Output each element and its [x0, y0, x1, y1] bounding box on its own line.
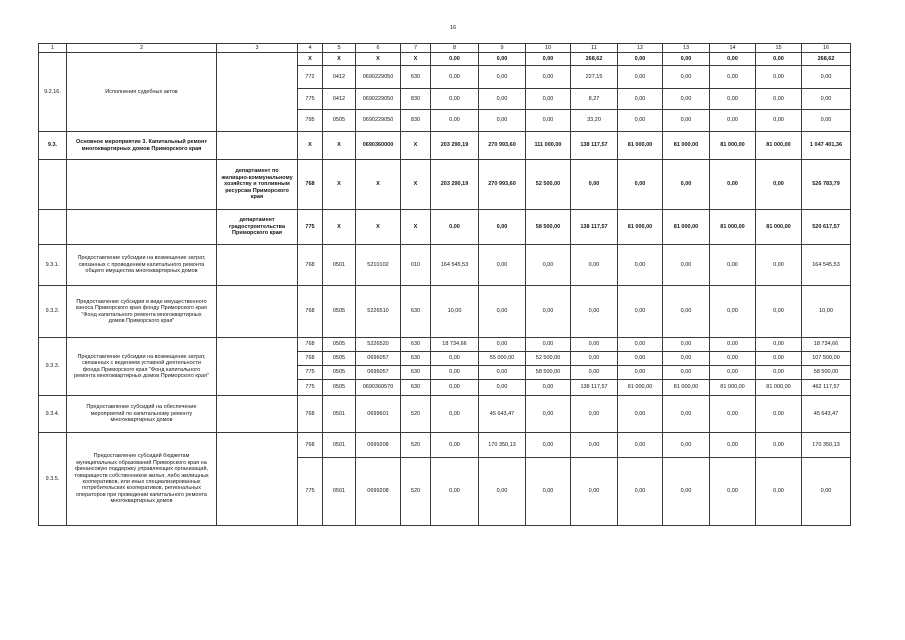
year-amount-cell: 0,00: [710, 458, 756, 526]
year-amount-cell: 0,00: [618, 245, 663, 286]
year-amount-cell: 268,62: [571, 53, 618, 66]
section-code-cell: 0501: [323, 396, 356, 433]
admin-code-cell: 768: [298, 286, 323, 338]
year-amount-cell: 0,00: [710, 433, 756, 458]
year-amount-cell: 0,00: [431, 53, 479, 66]
admin-code-cell: 768: [298, 352, 323, 366]
admin-code-cell: 775: [298, 458, 323, 526]
section-code-cell: 0505: [323, 352, 356, 366]
year-amount-cell: 0,00: [663, 366, 710, 380]
expense-type-cell: X: [401, 210, 431, 245]
year-amount-cell: 0,00: [663, 458, 710, 526]
expense-type-cell: 630: [401, 380, 431, 396]
column-number-cell: 14: [710, 44, 756, 53]
year-amount-cell: 0,00: [479, 366, 526, 380]
year-amount-cell: 0,00: [479, 210, 526, 245]
item-code-cell: 9.3.1.: [39, 245, 67, 286]
year-amount-cell: 0,00: [710, 53, 756, 66]
year-amount-cell: 0,00: [526, 110, 571, 132]
year-amount-cell: 0,00: [479, 338, 526, 352]
year-amount-cell: 0,00: [663, 160, 710, 210]
item-code-cell: 9.3.4.: [39, 396, 67, 433]
year-amount-cell: 81 000,00: [618, 210, 663, 245]
year-amount-cell: 0,00: [618, 433, 663, 458]
column-number-cell: 3: [217, 44, 298, 53]
year-amount-cell: 52 500,00: [526, 352, 571, 366]
target-article-cell: X: [356, 210, 401, 245]
admin-code-cell: 768: [298, 245, 323, 286]
item-code-cell: 9.2.16.: [39, 53, 67, 132]
year-amount-cell: 0,00: [431, 352, 479, 366]
column-number-cell: 4: [298, 44, 323, 53]
column-number-cell: 6: [356, 44, 401, 53]
column-number-cell: 12: [618, 44, 663, 53]
year-amount-cell: 0,00: [618, 338, 663, 352]
year-amount-cell: 0,00: [663, 338, 710, 352]
year-amount-cell: 18 734,66: [431, 338, 479, 352]
year-amount-cell: 0,00: [526, 338, 571, 352]
admin-code-cell: 768: [298, 338, 323, 352]
year-amount-cell: 203 290,19: [431, 160, 479, 210]
target-article-cell: 0696057: [356, 366, 401, 380]
year-amount-cell: 0,00: [663, 396, 710, 433]
year-amount-cell: 0,00: [431, 433, 479, 458]
year-amount-cell: 0,00: [756, 245, 802, 286]
year-amount-cell: 33,20: [571, 110, 618, 132]
year-amount-cell: 0,00: [756, 160, 802, 210]
year-amount-cell: 0,00: [663, 89, 710, 110]
column-number-cell: 1: [39, 44, 67, 53]
total-amount-cell: 58 500,00: [802, 366, 851, 380]
expense-type-cell: X: [401, 53, 431, 66]
executor-cell: [217, 396, 298, 433]
expense-type-cell: X: [401, 160, 431, 210]
executor-cell: [217, 286, 298, 338]
year-amount-cell: 0,00: [710, 286, 756, 338]
year-amount-cell: 0,00: [479, 89, 526, 110]
section-code-cell: X: [323, 53, 356, 66]
table-row: [39, 433, 851, 458]
year-amount-cell: 0,00: [618, 286, 663, 338]
item-name-cell: [67, 210, 217, 245]
year-amount-cell: 0,00: [431, 458, 479, 526]
year-amount-cell: 138 117,57: [571, 380, 618, 396]
total-amount-cell: 107 500,00: [802, 352, 851, 366]
year-amount-cell: 0,00: [756, 338, 802, 352]
year-amount-cell: 164 545,53: [431, 245, 479, 286]
year-amount-cell: 8,27: [571, 89, 618, 110]
table-row: [39, 210, 851, 245]
year-amount-cell: 81 000,00: [756, 132, 802, 160]
year-amount-cell: 0,00: [710, 66, 756, 89]
item-code-cell: 9.3.: [39, 132, 67, 160]
table-row: [39, 286, 851, 338]
year-amount-cell: 0,00: [479, 53, 526, 66]
executor-cell: департамент градостроительства Приморского края: [217, 210, 298, 245]
year-amount-cell: 0,00: [710, 89, 756, 110]
table-row: [39, 160, 851, 210]
section-code-cell: X: [323, 132, 356, 160]
target-article-cell: 5226510: [356, 286, 401, 338]
admin-code-cell: 768: [298, 160, 323, 210]
year-amount-cell: 0,00: [526, 458, 571, 526]
year-amount-cell: 0,00: [663, 286, 710, 338]
expense-type-cell: 630: [401, 338, 431, 352]
total-amount-cell: 45 643,47: [802, 396, 851, 433]
column-number-row: [39, 44, 851, 53]
table-body: [39, 44, 851, 526]
section-code-cell: X: [323, 210, 356, 245]
expense-type-cell: 830: [401, 110, 431, 132]
year-amount-cell: 0,00: [663, 53, 710, 66]
section-code-cell: 0505: [323, 338, 356, 352]
year-amount-cell: 0,00: [756, 396, 802, 433]
section-code-cell: 0412: [323, 89, 356, 110]
admin-code-cell: 775: [298, 366, 323, 380]
item-name-cell: Предоставление субсидии в виде имущественного взноса Приморского края фонду Приморского края "Фонд капитального ремонта многоквартирных домов Приморского края": [67, 286, 217, 338]
year-amount-cell: 0,00: [663, 245, 710, 286]
year-amount-cell: 81 000,00: [710, 210, 756, 245]
total-amount-cell: 0,00: [802, 110, 851, 132]
column-number-cell: 9: [479, 44, 526, 53]
target-article-cell: 0699208: [356, 458, 401, 526]
target-article-cell: 0699208: [356, 433, 401, 458]
table-row: [39, 396, 851, 433]
year-amount-cell: 0,00: [618, 53, 663, 66]
total-amount-cell: 18 734,66: [802, 338, 851, 352]
page-number: 16: [449, 25, 457, 31]
executor-cell: [217, 245, 298, 286]
year-amount-cell: 0,00: [479, 380, 526, 396]
total-amount-cell: 462 117,57: [802, 380, 851, 396]
year-amount-cell: 0,00: [756, 458, 802, 526]
year-amount-cell: 0,00: [618, 66, 663, 89]
year-amount-cell: 0,00: [618, 110, 663, 132]
year-amount-cell: 0,00: [571, 286, 618, 338]
executor-cell: [217, 132, 298, 160]
admin-code-cell: 795: [298, 110, 323, 132]
executor-cell: [217, 433, 298, 526]
table-row: [39, 53, 851, 66]
expense-type-cell: 630: [401, 286, 431, 338]
section-code-cell: 0501: [323, 458, 356, 526]
year-amount-cell: 0,00: [571, 338, 618, 352]
year-amount-cell: 203 290,19: [431, 132, 479, 160]
year-amount-cell: 58 500,00: [526, 366, 571, 380]
total-amount-cell: 526 783,79: [802, 160, 851, 210]
table-row: [39, 132, 851, 160]
target-article-cell: 0690229050: [356, 89, 401, 110]
expense-type-cell: 520: [401, 458, 431, 526]
total-amount-cell: 164 545,53: [802, 245, 851, 286]
year-amount-cell: 0,00: [710, 352, 756, 366]
item-name-cell: [67, 160, 217, 210]
total-amount-cell: 268,62: [802, 53, 851, 66]
year-amount-cell: 0,00: [618, 352, 663, 366]
year-amount-cell: 270 993,60: [479, 132, 526, 160]
item-code-cell: 9.3.2.: [39, 286, 67, 338]
column-number-cell: 8: [431, 44, 479, 53]
year-amount-cell: 0,00: [479, 66, 526, 89]
item-name-cell: Предоставление субсидий бюджетам муниципальных образований Приморского края на финансовую поддержку управляющих организаций, товариществ собственников жилья, либо жилищных кооперативов, или иных специализированных потребительских кооперативов, региональных операторов при проведении капитального ремонта многоквартирных домов: [67, 433, 217, 526]
year-amount-cell: 0,00: [710, 110, 756, 132]
expense-type-cell: 630: [401, 352, 431, 366]
target-article-cell: X: [356, 160, 401, 210]
year-amount-cell: 81 000,00: [756, 380, 802, 396]
total-amount-cell: 0,00: [802, 458, 851, 526]
item-code-cell: 9.3.5.: [39, 433, 67, 526]
section-code-cell: X: [323, 160, 356, 210]
expense-type-cell: 520: [401, 433, 431, 458]
column-number-cell: 16: [802, 44, 851, 53]
year-amount-cell: 0,00: [618, 458, 663, 526]
year-amount-cell: 81 000,00: [756, 210, 802, 245]
column-number-cell: 11: [571, 44, 618, 53]
year-amount-cell: 0,00: [710, 396, 756, 433]
year-amount-cell: 0,00: [526, 53, 571, 66]
admin-code-cell: 775: [298, 380, 323, 396]
item-name-cell: Предоставление субсидии на возмещение затрат, связанных с ведением уставной деятельности фонда Приморского края "Фонд капитального ремонта многоквартирных домов Приморского края": [67, 338, 217, 396]
year-amount-cell: 0,00: [526, 396, 571, 433]
year-amount-cell: 0,00: [710, 245, 756, 286]
year-amount-cell: 0,00: [756, 433, 802, 458]
year-amount-cell: 0,00: [526, 66, 571, 89]
year-amount-cell: 81 000,00: [710, 132, 756, 160]
year-amount-cell: 0,00: [571, 396, 618, 433]
column-number-cell: 15: [756, 44, 802, 53]
target-article-cell: 0699601: [356, 396, 401, 433]
table-row: [39, 338, 851, 352]
year-amount-cell: 270 993,60: [479, 160, 526, 210]
target-article-cell: 0690229050: [356, 66, 401, 89]
total-amount-cell: 1 047 401,36: [802, 132, 851, 160]
target-article-cell: 0690360000: [356, 132, 401, 160]
column-number-cell: 10: [526, 44, 571, 53]
year-amount-cell: 0,00: [431, 366, 479, 380]
year-amount-cell: 0,00: [571, 245, 618, 286]
year-amount-cell: 0,00: [756, 366, 802, 380]
total-amount-cell: 170 350,13: [802, 433, 851, 458]
year-amount-cell: 0,00: [526, 286, 571, 338]
total-amount-cell: 0,00: [802, 66, 851, 89]
year-amount-cell: 0,00: [526, 89, 571, 110]
year-amount-cell: 0,00: [431, 110, 479, 132]
target-article-cell: 0696057: [356, 352, 401, 366]
year-amount-cell: 0,00: [756, 110, 802, 132]
item-code-cell: [39, 210, 67, 245]
year-amount-cell: 0,00: [710, 366, 756, 380]
target-article-cell: 0690229050: [356, 110, 401, 132]
year-amount-cell: 0,00: [571, 433, 618, 458]
year-amount-cell: 81 000,00: [663, 132, 710, 160]
expense-type-cell: 630: [401, 66, 431, 89]
section-code-cell: 0505: [323, 110, 356, 132]
target-article-cell: X: [356, 53, 401, 66]
year-amount-cell: 0,00: [710, 338, 756, 352]
year-amount-cell: 227,15: [571, 66, 618, 89]
year-amount-cell: 58 500,00: [526, 210, 571, 245]
year-amount-cell: 81 000,00: [663, 380, 710, 396]
section-code-cell: 0501: [323, 245, 356, 286]
year-amount-cell: 52 500,00: [526, 160, 571, 210]
year-amount-cell: 81 000,00: [663, 210, 710, 245]
year-amount-cell: 0,00: [526, 433, 571, 458]
year-amount-cell: 0,00: [710, 160, 756, 210]
year-amount-cell: 45 643,47: [479, 396, 526, 433]
year-amount-cell: 0,00: [618, 160, 663, 210]
year-amount-cell: 138 117,57: [571, 210, 618, 245]
admin-code-cell: X: [298, 53, 323, 66]
section-code-cell: 0505: [323, 286, 356, 338]
column-number-cell: 2: [67, 44, 217, 53]
year-amount-cell: 0,00: [663, 433, 710, 458]
budget-table: [38, 43, 851, 526]
year-amount-cell: 0,00: [571, 352, 618, 366]
target-article-cell: 0690360570: [356, 380, 401, 396]
year-amount-cell: 55 000,00: [479, 352, 526, 366]
total-amount-cell: 10,00: [802, 286, 851, 338]
year-amount-cell: 0,00: [431, 66, 479, 89]
admin-code-cell: X: [298, 132, 323, 160]
admin-code-cell: 775: [298, 89, 323, 110]
total-amount-cell: 520 617,57: [802, 210, 851, 245]
section-code-cell: 0505: [323, 380, 356, 396]
year-amount-cell: 0,00: [571, 366, 618, 380]
item-name-cell: Предоставление субсидий на обеспечение мероприятий по капитальному ремонту многоквартирных домов: [67, 396, 217, 433]
expense-type-cell: 830: [401, 89, 431, 110]
year-amount-cell: 0,00: [479, 110, 526, 132]
year-amount-cell: 111 000,00: [526, 132, 571, 160]
year-amount-cell: 0,00: [618, 366, 663, 380]
table-row: [39, 245, 851, 286]
year-amount-cell: 138 117,57: [571, 132, 618, 160]
year-amount-cell: 0,00: [479, 286, 526, 338]
year-amount-cell: 0,00: [618, 396, 663, 433]
item-code-cell: 9.3.3.: [39, 338, 67, 396]
column-number-cell: 5: [323, 44, 356, 53]
expense-type-cell: X: [401, 132, 431, 160]
year-amount-cell: 0,00: [663, 110, 710, 132]
expense-type-cell: 010: [401, 245, 431, 286]
admin-code-cell: 768: [298, 433, 323, 458]
year-amount-cell: 0,00: [756, 89, 802, 110]
year-amount-cell: 81 000,00: [710, 380, 756, 396]
column-number-cell: 7: [401, 44, 431, 53]
section-code-cell: 0412: [323, 66, 356, 89]
year-amount-cell: 0,00: [756, 352, 802, 366]
admin-code-cell: 772: [298, 66, 323, 89]
year-amount-cell: 0,00: [479, 245, 526, 286]
target-article-cell: 5226520: [356, 338, 401, 352]
target-article-cell: 5210102: [356, 245, 401, 286]
executor-cell: департамент по жилищно-коммунальному хозяйству и топливным ресурсам Приморского края: [217, 160, 298, 210]
year-amount-cell: 0,00: [571, 160, 618, 210]
year-amount-cell: 0,00: [526, 380, 571, 396]
year-amount-cell: 0,00: [663, 352, 710, 366]
expense-type-cell: 520: [401, 396, 431, 433]
year-amount-cell: 170 350,13: [479, 433, 526, 458]
section-code-cell: 0505: [323, 366, 356, 380]
year-amount-cell: 81 000,00: [618, 132, 663, 160]
item-name-cell: Основное мероприятие 3. Капитальный ремонт многоквартирных домов Приморского края: [67, 132, 217, 160]
total-amount-cell: 0,00: [802, 89, 851, 110]
year-amount-cell: 0,00: [431, 380, 479, 396]
expense-type-cell: 630: [401, 366, 431, 380]
year-amount-cell: 0,00: [571, 458, 618, 526]
year-amount-cell: 0,00: [431, 396, 479, 433]
year-amount-cell: 0,00: [756, 286, 802, 338]
section-code-cell: 0501: [323, 433, 356, 458]
item-name-cell: Исполнения судебных актов: [67, 53, 217, 132]
year-amount-cell: 81 000,00: [618, 380, 663, 396]
year-amount-cell: 0,00: [431, 89, 479, 110]
year-amount-cell: 0,00: [756, 66, 802, 89]
year-amount-cell: 0,00: [756, 53, 802, 66]
item-code-cell: [39, 160, 67, 210]
column-number-cell: 13: [663, 44, 710, 53]
year-amount-cell: 0,00: [526, 245, 571, 286]
year-amount-cell: 10,00: [431, 286, 479, 338]
admin-code-cell: 775: [298, 210, 323, 245]
year-amount-cell: 0,00: [663, 66, 710, 89]
year-amount-cell: 0,00: [618, 89, 663, 110]
item-name-cell: Предоставление субсидии на возмещение затрат, связанных с проведением капитального ремонта общего имущества многоквартирных домов: [67, 245, 217, 286]
year-amount-cell: 0,00: [479, 458, 526, 526]
year-amount-cell: 0,00: [431, 210, 479, 245]
executor-cell: [217, 338, 298, 396]
admin-code-cell: 768: [298, 396, 323, 433]
executor-cell: [217, 53, 298, 132]
